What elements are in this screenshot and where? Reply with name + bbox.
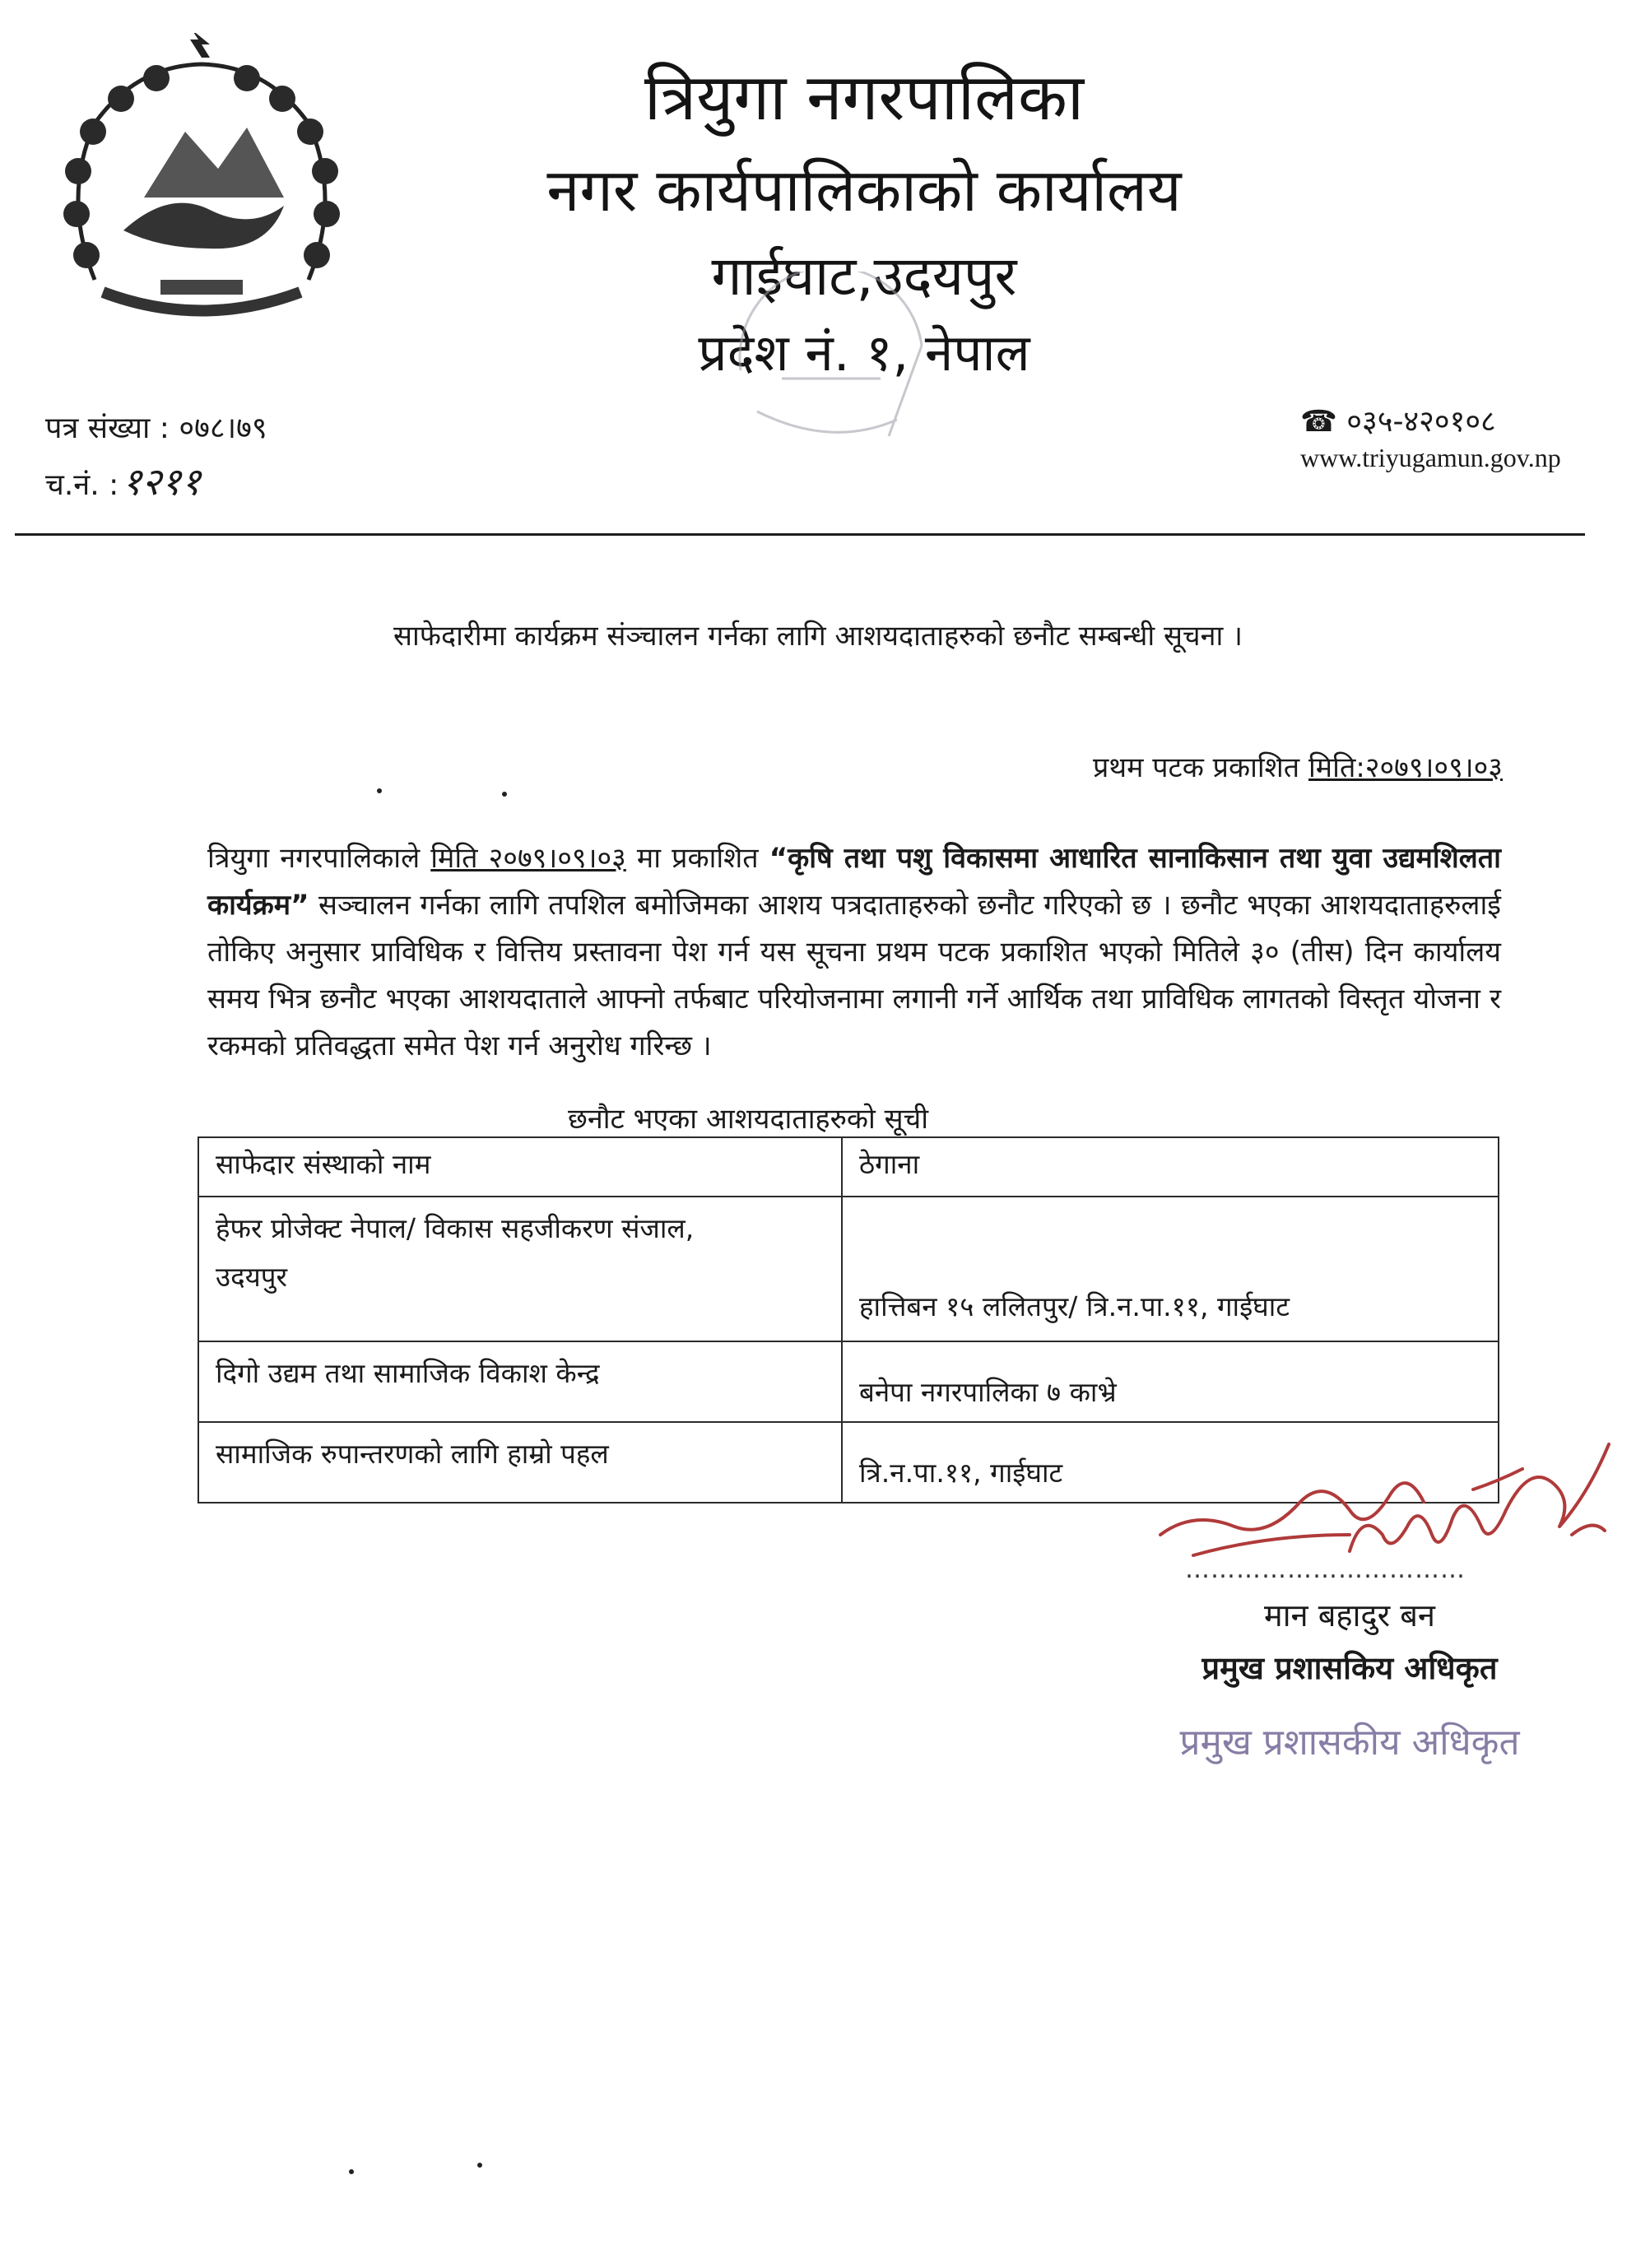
table-row xyxy=(198,1197,1499,1341)
scan-mark xyxy=(349,2169,354,2174)
program-name: “कृषि तथा पशु विकासमा आधारित सानाकिसान तथा युवा उद्यमशिलता कार्यक्रम” xyxy=(207,842,1501,922)
body-instructions: सञ्चालन गर्नका लागि तपशिल बमोजिमका आशय पत्रदाताहरुको छनौट गरिएको छ । छनौट भएका आशयदाताहरुलाई तोकिए अनुसार प्राविधिक र वित्तिय प्रस्तावना पेश गर्न यस सूचना प्रथम पटक प्रकाशित भएको मितिले ३० (तीस) दिन कार्यालय समय भित्र छनौट भएका आशयदाताले आफ्नो तर्फबाट परियोजनामा लगानी गर्ने आर्थिक तथा प्राविधिक लागतको विस्तृत योजना र रकमको प्रतिवद्धता समेत पेश गर्न अनुरोध गरिन्छ । xyxy=(207,889,1501,1062)
notice-body xyxy=(207,835,1501,1070)
address-cell: त्रि.न.पा.११, गाईघाट xyxy=(842,1422,1499,1503)
signatory-designation: प्रमुख प्रशासकिय अधिकृत xyxy=(1201,1650,1498,1686)
province-name: प्रदेश नं. १, नेपाल xyxy=(698,323,1030,383)
body-intro: त्रियुगा नगरपालिकाले xyxy=(207,842,431,875)
organization-name-line: उदयपुर xyxy=(216,1261,287,1293)
office-location: गाईघाट,उदयपुर xyxy=(711,244,1017,308)
organization-name-line: हेफर प्रोजेक्ट नेपाल/ विकास सहजीकरण संजाल, xyxy=(216,1212,695,1244)
designation-stamp: प्रमुख प्रशासकीय अधिकृत xyxy=(1179,1722,1520,1764)
office-name: नगर कार्यपालिकाको कार्यालय xyxy=(546,156,1182,225)
header-divider xyxy=(15,533,1585,536)
organization-name-cell: दिगो उद्यम तथा सामाजिक विकाश केन्द्र xyxy=(198,1341,842,1422)
address-cell: बनेपा नगरपालिका ७ काभ्रे xyxy=(842,1341,1499,1422)
published-label: प्रथम पटक प्रकाशित xyxy=(1093,751,1308,784)
dispatch-number-value: १२११ xyxy=(122,459,201,504)
body-published-text: मा प्रकाशित xyxy=(625,842,769,875)
address-cell: हात्तिबन १५ ललितपुर/ त्रि.न.पा.११, गाईघाट xyxy=(842,1197,1499,1341)
table-header-row xyxy=(198,1137,1499,1197)
body-date: मिति २०७९।०९।०३ xyxy=(430,842,626,875)
scan-mark xyxy=(477,2163,482,2168)
dispatch-number xyxy=(45,455,201,506)
published-date-line xyxy=(1045,747,1503,785)
scan-mark xyxy=(502,792,507,797)
website-link[interactable]: www.triyugamun.gov.np xyxy=(1300,443,1561,472)
table-caption: छनौट भएका आशयदाताहरुको सूची xyxy=(568,1103,929,1136)
header-address: ठेगाना xyxy=(842,1137,1499,1197)
nepal-emblem-icon xyxy=(45,33,358,329)
signature-line: …………………………… xyxy=(1185,1555,1466,1584)
signatory-name: मान बहादुर बन xyxy=(1263,1597,1436,1634)
header-organization-name: साफेदार संस्थाको नाम xyxy=(198,1137,842,1197)
municipality-name: त्रियुगा नगरपालिका xyxy=(644,61,1085,135)
notice-subject: साफेदारीमा कार्यक्रम संञ्चालन गर्नका लागि आशयदाताहरुको छनौट सम्बन्धी सूचना । xyxy=(393,620,1243,653)
table-row xyxy=(198,1341,1499,1422)
registration-stamp-icon xyxy=(724,272,946,469)
scan-mark xyxy=(377,788,382,793)
published-date: मिति:२०७९।०९।०३ xyxy=(1308,751,1503,784)
organization-name-cell xyxy=(198,1197,842,1341)
dispatch-number-label: च.नं. : xyxy=(45,468,119,502)
organization-name-cell: सामाजिक रुपान्तरणको लागि हाम्रो पहल xyxy=(198,1422,842,1503)
letter-number: पत्र संख्या : ०७८।७९ xyxy=(45,411,267,445)
phone-number: ☎ ०३५-४२०१०८ xyxy=(1300,405,1496,439)
